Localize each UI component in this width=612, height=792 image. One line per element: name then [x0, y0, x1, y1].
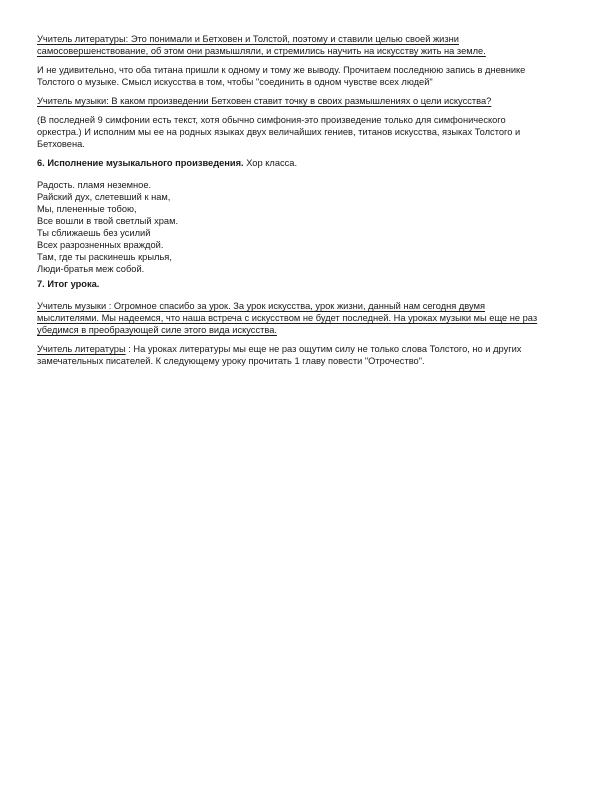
text-line: самосовершенствование, об этом они размышляли, и стремились научить на искусству жить на земле. — [37, 46, 486, 56]
paragraph-tolstoy-diary — [37, 64, 577, 88]
section-6-heading — [37, 157, 577, 169]
paragraph-literature-teacher-1 — [37, 33, 577, 57]
text-line: Учитель литературы: Это понимали и Бетховен и Толстой, поэтому и ставили целью своей жизни — [37, 34, 459, 44]
poem-line: Все вошли в твой светлый храм. — [37, 216, 179, 226]
text-line: Толстого о музыке. Смысл искусства в том, чтобы "соединить в одном чувстве всех людей" — [37, 77, 433, 87]
text-line: убедимся в преобразующей силе этого вида искусства. — [37, 325, 277, 335]
section-7-heading — [37, 278, 577, 290]
paragraph-ninth-symphony — [37, 114, 577, 150]
poem-line: Райский дух, слетевший к нам, — [37, 192, 171, 202]
text-line: И не удивительно, что оба титана пришли к одному и тому же выводу. Прочитаем последнюю запись в дневнике — [37, 65, 526, 75]
paragraph-music-teacher-question — [37, 95, 577, 107]
poem-line: Мы, плененные тобою, — [37, 204, 137, 214]
text-line: мыслителями. Мы надеемся, что наша встреча с искусством не будет последней. На уроках музыки мы еще не раз — [37, 313, 538, 323]
poem-line: Всех разрозненных враждой. — [37, 240, 164, 250]
text-line: Учитель музыки : Огромное спасибо за урок. За урок искусства, урок жизни, данный нам сегодня двумя — [37, 301, 485, 311]
section-note: Хор класса. — [243, 158, 298, 168]
paragraph-music-teacher-thanks — [37, 300, 577, 336]
section-heading: 7. Итог урока. — [37, 279, 100, 289]
poem-block — [37, 179, 577, 275]
poem-line: Ты сближаешь без усилий — [37, 228, 151, 238]
poem-line: Радость. пламя неземное. — [37, 180, 152, 190]
section-heading: 6. Исполнение музыкального произведения. — [37, 158, 244, 168]
poem-line: Люди-братья меж собой. — [37, 264, 145, 274]
paragraph-literature-teacher-homework — [37, 343, 577, 367]
text-line: Бетховена. — [37, 139, 85, 149]
text-line: Учитель музыки: В каком произведении Бетховен ставит точку в своих размышлениях о цели искусства? — [37, 96, 492, 106]
document-page — [37, 33, 577, 374]
poem-line: Там, где ты раскинешь крылья, — [37, 252, 172, 262]
text-line: (В последней 9 симфонии есть текст, хотя обычно симфония-это произведение только для симфонического — [37, 115, 506, 125]
text-fragment: : На уроках литературы мы еще не раз ощутим силу не только слова Толстого, но и других — [125, 344, 522, 354]
text-line: замечательных писателей. К следующему уроку прочитать 1 главу повести "Отрочество". — [37, 356, 425, 366]
speaker-label: Учитель литературы — [37, 344, 126, 354]
text-line: оркестра.) И исполним мы ее на родных языках двух величайших гениев, титанов искусства, языках Толстого и — [37, 127, 521, 137]
text-line — [37, 343, 577, 355]
